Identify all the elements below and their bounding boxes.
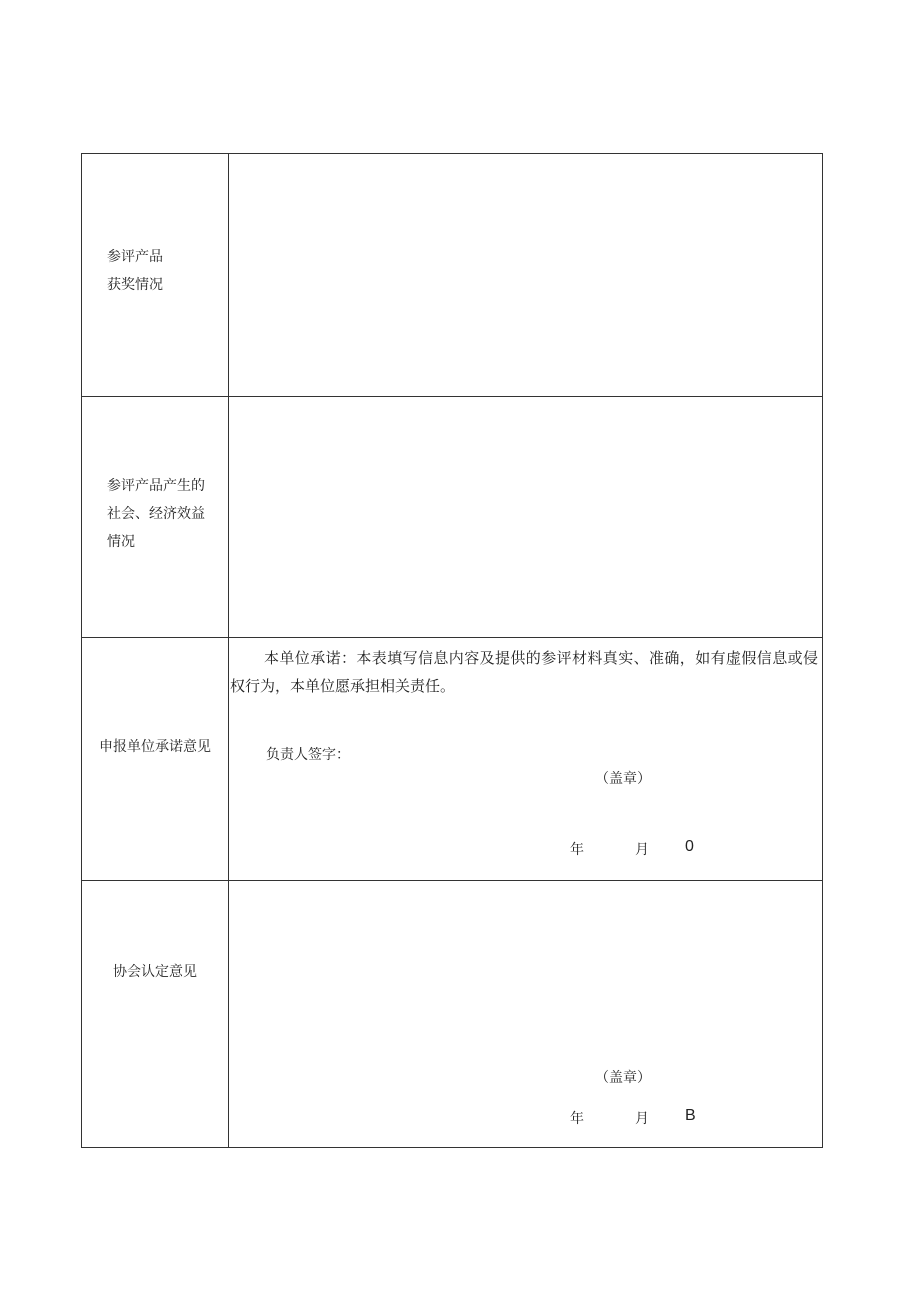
label-cell-award-status (82, 154, 229, 397)
date-day-mark: B (685, 1107, 696, 1124)
label-cell-applicant-pledge (82, 638, 229, 881)
application-form-table (81, 153, 823, 1148)
row-label-line: 情况 (107, 534, 135, 550)
signature-label: 负责人签字： (266, 747, 350, 763)
row-label-line: 参评产品 (107, 249, 163, 265)
row-benefits (82, 397, 823, 638)
date-month-label: 月 (635, 1111, 649, 1127)
row-applicant-pledge (82, 638, 823, 881)
row-label (82, 472, 228, 556)
row-label-line: 社会、经济效益 (107, 506, 205, 522)
association-opinion-field[interactable] (229, 881, 823, 1148)
award-status-field[interactable] (229, 154, 823, 397)
row-label (82, 243, 228, 299)
date-month-label: 月 (635, 842, 649, 858)
row-association-opinion (82, 881, 823, 1148)
row-label-line: 申报单位承诺意见 (99, 738, 211, 755)
row-label-line: 参评产品产生的 (107, 478, 205, 494)
date-year-label: 年 (570, 842, 584, 858)
label-cell-benefits (82, 397, 229, 638)
row-label (82, 958, 228, 986)
seal-placeholder: （盖章） (595, 771, 651, 787)
date-year-label: 年 (570, 1111, 584, 1127)
date-day-mark: 0 (685, 838, 694, 855)
seal-placeholder: （盖章） (595, 1070, 651, 1086)
row-award-status (82, 154, 823, 397)
applicant-pledge-field[interactable] (229, 638, 823, 881)
row-label-line: 获奖情况 (107, 277, 163, 293)
pledge-statement: 本单位承诺：本表填写信息内容及提供的参评材料真实、准确，如有虚假信息或侵权行为，本单位愿承担相关责任。 (230, 649, 818, 695)
row-label (82, 733, 228, 761)
label-cell-association-opinion (82, 881, 229, 1148)
benefits-field[interactable] (229, 397, 823, 638)
row-label-line: 协会认定意见 (113, 964, 197, 980)
